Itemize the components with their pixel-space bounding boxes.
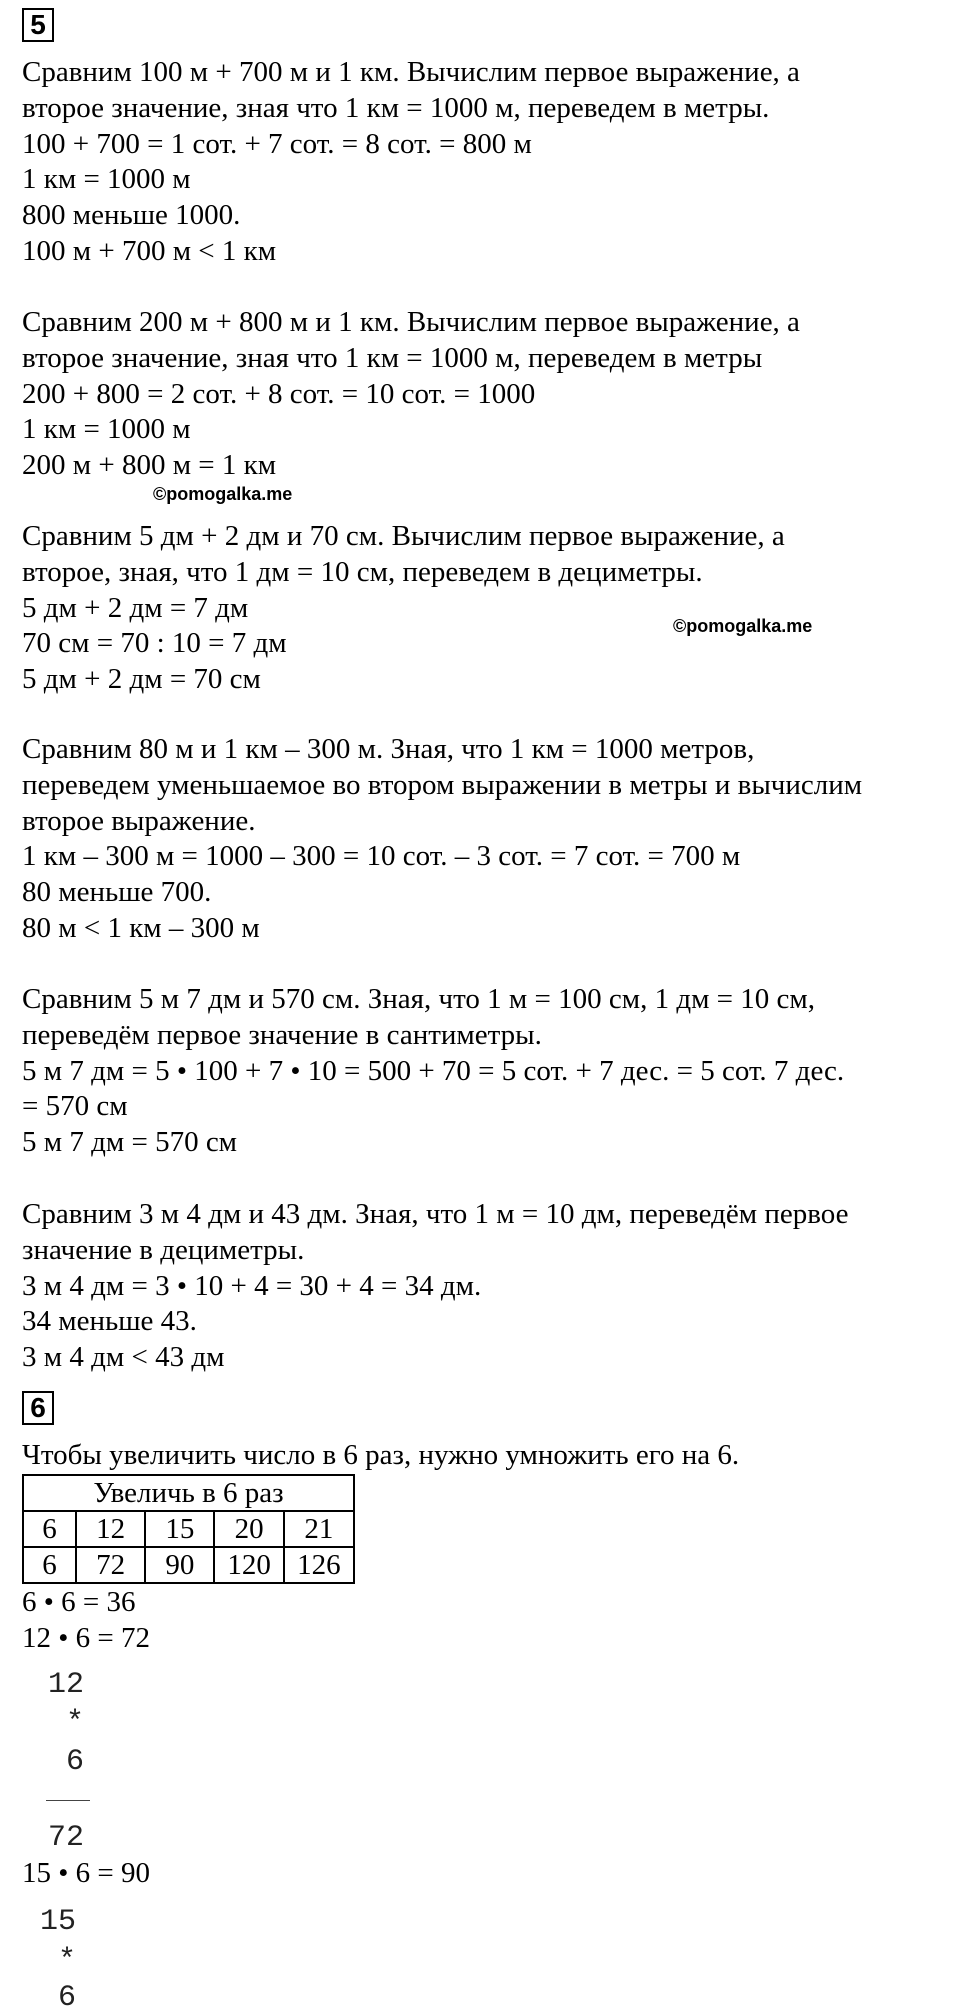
text-line: 800 меньше 1000. [22,199,241,232]
task5-block-3 [22,519,942,698]
column-top-number: 12 [48,1668,85,1702]
text-line: 5 дм + 2 дм = 70 см [22,663,261,696]
task6-intro [22,1438,942,1474]
task5-block-6 [22,1197,942,1376]
text-line: 1 км = 1000 м [22,413,191,446]
text-line: 200 + 800 = 2 сот. + 8 сот. = 10 сот. = 1000 [22,377,536,410]
table-cell: 126 [284,1547,354,1583]
equation: 6 • 6 = 36 [22,1586,136,1618]
text-line: Сравним 80 м и 1 км – 300 м. Зная, что 1 км = 1000 метров, [22,733,755,765]
text-line: 80 меньше 700. [22,876,212,909]
text-line: 100 м + 700 м < 1 км [22,234,277,267]
task5-block-5 [22,982,942,1161]
text-line: 100 + 700 = 1 сот. + 7 сот. = 8 сот. = 800 м [22,127,532,160]
text-line: Сравним 3 м 4 дм и 43 дм. Зная, что 1 м = 10 дм, переведём первое [22,1198,849,1230]
text-line: 70 см = 70 : 10 = 7 дм [22,627,287,660]
text-line: второе, зная, что 1 дм = 10 см, переведем в дециметры. [22,555,703,588]
column-bottom-number: 6 [58,1981,77,2015]
column-result: 72 [48,1821,85,1855]
table-row [23,1547,354,1583]
multiplication-table [22,1474,355,1584]
text-line: 200 м + 800 м = 1 км [22,449,277,482]
text-line: 5 м 7 дм = 570 см [22,1126,238,1159]
table-cell: 6 [23,1547,76,1583]
task6-equations-2 [22,1856,942,1892]
task6-equations [22,1585,942,1657]
table-cell: 12 [76,1511,145,1547]
equation: 15 • 6 = 90 [22,1857,151,1889]
task-6-number: 6 [22,1391,54,1425]
text-line: значение в дециметры. [22,1233,305,1266]
text-line: 3 м 4 дм = 3 • 10 + 4 = 30 + 4 = 34 дм. [22,1269,482,1302]
table-cell: 21 [284,1511,354,1547]
task-5-number: 5 [22,8,54,42]
table-cell: 72 [76,1547,145,1583]
column-top-number: 15 [40,1905,77,1939]
column-operator: * [66,1706,85,1740]
equation: 12 • 6 = 72 [22,1621,151,1654]
text-line: Сравним 200 м + 800 м и 1 км. Вычислим первое выражение, а [22,306,800,338]
column-divider [46,1800,90,1801]
text-line: 3 м 4 дм < 43 дм [22,1341,225,1374]
table-header: Увеличь в 6 раз [23,1475,354,1511]
table-cell: 15 [145,1511,214,1547]
text-line: переведем уменьшаемое во втором выражении в метры и вычислим [22,768,863,801]
text-line: второе значение, зная что 1 км = 1000 м, переведем в метры. [22,91,770,124]
task5-block-2 [22,305,942,484]
text-line: = 570 см [22,1090,128,1123]
text-line: 5 дм + 2 дм = 7 дм [22,591,249,624]
table-cell: 90 [145,1547,214,1583]
text-line: переведём первое значение в сантиметры. [22,1018,542,1051]
table-row [23,1511,354,1547]
table-cell: 6 [23,1511,76,1547]
column-operator: * [58,1944,77,1978]
column-bottom-number: 6 [66,1745,85,1779]
task5-block-4 [22,732,942,947]
text-line: 5 м 7 дм = 5 • 100 + 7 • 10 = 500 + 70 = 5 сот. + 7 дес. = 5 сот. 7 дес. [22,1054,845,1087]
text-line: 1 км – 300 м = 1000 – 300 = 10 сот. – 3 сот. = 7 сот. = 700 м [22,840,741,873]
text-line: Сравним 100 м + 700 м и 1 км. Вычислим первое выражение, а [22,56,800,88]
text-line: Сравним 5 дм + 2 дм и 70 см. Вычислим первое выражение, а [22,520,785,552]
watermark: ©pomogalka.me [153,484,293,504]
text-line: второе выражение. [22,804,256,837]
text-line: 80 м < 1 км – 300 м [22,911,260,944]
text-line: Чтобы увеличить число в 6 раз, нужно умножить его на 6. [22,1439,740,1471]
text-line: Сравним 5 м 7 дм и 570 см. Зная, что 1 м = 100 см, 1 дм = 10 см, [22,983,815,1015]
text-line: второе значение, зная что 1 км = 1000 м, переведем в метры [22,341,763,374]
task5-block-1 [22,55,942,270]
text-line: 1 км = 1000 м [22,163,191,196]
table-cell: 120 [214,1547,283,1583]
watermark: ©pomogalka.me [673,616,813,636]
text-line: 34 меньше 43. [22,1305,197,1338]
table-cell: 20 [214,1511,283,1547]
